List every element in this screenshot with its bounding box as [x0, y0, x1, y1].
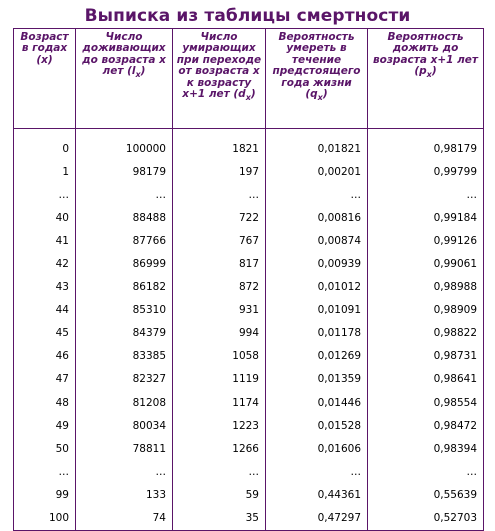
cell-deaths: 872 — [173, 276, 266, 299]
cell-survivors: 80034 — [76, 414, 173, 437]
cell-survival-probability: 0,98472 — [368, 414, 484, 437]
cell-age: 45 — [14, 322, 76, 345]
table-row — [14, 299, 484, 322]
cell-survival-probability: 0,98731 — [368, 345, 484, 368]
cell-death-probability: 0,01606 — [266, 437, 368, 460]
cell-deaths: 1119 — [173, 368, 266, 391]
cell-survivors: … — [76, 460, 173, 483]
cell-survivors: 100000 — [76, 137, 173, 160]
cell-age: 49 — [14, 414, 76, 437]
cell-death-probability: 0,00201 — [266, 160, 368, 183]
cell-survivors: 87766 — [76, 229, 173, 252]
table-row — [14, 206, 484, 229]
cell-survival-probability: 0,98988 — [368, 276, 484, 299]
cell-survivors: 86182 — [76, 276, 173, 299]
cell-survivors: 86999 — [76, 252, 173, 275]
cell-age: 41 — [14, 229, 76, 252]
cell-survival-probability: 0,99799 — [368, 160, 484, 183]
cell-age: 99 — [14, 483, 76, 506]
cell-survivors: 82327 — [76, 368, 173, 391]
header-age: Возраст в годах (x) — [14, 29, 76, 129]
cell-deaths: 722 — [173, 206, 266, 229]
cell-death-probability: 0,00874 — [266, 229, 368, 252]
cell-survival-probability: 0,99061 — [368, 252, 484, 275]
cell-death-probability: 0,01269 — [266, 345, 368, 368]
cell-death-probability: 0,01528 — [266, 414, 368, 437]
cell-age: 43 — [14, 276, 76, 299]
header-survival-probability: Вероятность дожить до возраста x+1 лет $(p_x)$ — [368, 29, 484, 129]
table-body — [14, 129, 484, 531]
table-row — [14, 391, 484, 414]
cell-survival-probability: 0,98554 — [368, 391, 484, 414]
cell-deaths: 35 — [173, 507, 266, 531]
table-row — [14, 345, 484, 368]
cell-survival-probability: 0,52703 — [368, 507, 484, 531]
cell-death-probability: … — [266, 183, 368, 206]
table-row — [14, 252, 484, 275]
cell-survival-probability: 0,98641 — [368, 368, 484, 391]
cell-age: 50 — [14, 437, 76, 460]
header-death-probability: Вероятность умереть в течение предстоящего года жизни $(q_x)$ — [266, 29, 368, 129]
table-row — [14, 368, 484, 391]
cell-survival-probability: 0,98394 — [368, 437, 484, 460]
cell-deaths: 1058 — [173, 345, 266, 368]
cell-survival-probability: … — [368, 460, 484, 483]
cell-death-probability: 0,01178 — [266, 322, 368, 345]
cell-death-probability: 0,47297 — [266, 507, 368, 531]
table-row — [14, 322, 484, 345]
table-row — [14, 483, 484, 506]
cell-survival-probability: 0,98179 — [368, 137, 484, 160]
cell-deaths: 1174 — [173, 391, 266, 414]
cell-age: 0 — [14, 137, 76, 160]
cell-survival-probability: 0,55639 — [368, 483, 484, 506]
cell-survival-probability: 0,98822 — [368, 322, 484, 345]
cell-deaths: 59 — [173, 483, 266, 506]
header-deaths: Число умирающих при переходе от возраста x к возрасту x+1 лет $(d_x)$ — [173, 29, 266, 129]
cell-survival-probability: 0,98909 — [368, 299, 484, 322]
cell-deaths: 817 — [173, 252, 266, 275]
cell-survivors: 83385 — [76, 345, 173, 368]
header-survivors: Число доживающих до возраста x лет $(l_x)$ — [76, 29, 173, 129]
table-row — [14, 507, 484, 531]
cell-age: … — [14, 183, 76, 206]
cell-deaths: 1266 — [173, 437, 266, 460]
cell-death-probability: 0,01821 — [266, 137, 368, 160]
cell-death-probability: 0,44361 — [266, 483, 368, 506]
cell-survivors: 88488 — [76, 206, 173, 229]
table-row — [14, 276, 484, 299]
cell-survivors: 85310 — [76, 299, 173, 322]
cell-survivors: … — [76, 183, 173, 206]
cell-survivors: 74 — [76, 507, 173, 531]
cell-deaths: 1223 — [173, 414, 266, 437]
cell-death-probability: 0,00939 — [266, 252, 368, 275]
page-title: Выписка из таблицы смертности — [84, 6, 411, 26]
table-row — [14, 437, 484, 460]
cell-survivors: 98179 — [76, 160, 173, 183]
cell-survivors: 81208 — [76, 391, 173, 414]
table-row — [14, 414, 484, 437]
cell-survival-probability: 0,99126 — [368, 229, 484, 252]
cell-survival-probability: … — [368, 183, 484, 206]
cell-death-probability: 0,01446 — [266, 391, 368, 414]
cell-age: 42 — [14, 252, 76, 275]
cell-age: 46 — [14, 345, 76, 368]
table-row — [14, 183, 484, 206]
table-row — [14, 160, 484, 183]
cell-deaths: 994 — [173, 322, 266, 345]
cell-age: 100 — [14, 507, 76, 531]
cell-age: 47 — [14, 368, 76, 391]
cell-death-probability: 0,01359 — [266, 368, 368, 391]
cell-death-probability: 0,01091 — [266, 299, 368, 322]
cell-survivors: 84379 — [76, 322, 173, 345]
cell-survivors: 133 — [76, 483, 173, 506]
table-row — [14, 229, 484, 252]
cell-survival-probability: 0,99184 — [368, 206, 484, 229]
cell-deaths: … — [173, 460, 266, 483]
table-header-row — [14, 29, 484, 129]
cell-deaths: 1821 — [173, 137, 266, 160]
cell-death-probability: … — [266, 460, 368, 483]
cell-age: 40 — [14, 206, 76, 229]
cell-survivors: 78811 — [76, 437, 173, 460]
cell-age: … — [14, 460, 76, 483]
cell-deaths: 931 — [173, 299, 266, 322]
cell-death-probability: 0,01012 — [266, 276, 368, 299]
cell-deaths: 197 — [173, 160, 266, 183]
cell-deaths: 767 — [173, 229, 266, 252]
cell-age: 48 — [14, 391, 76, 414]
table-row — [14, 137, 484, 160]
mortality-table — [13, 28, 484, 531]
cell-age: 1 — [14, 160, 76, 183]
cell-age: 44 — [14, 299, 76, 322]
cell-death-probability: 0,00816 — [266, 206, 368, 229]
cell-deaths: … — [173, 183, 266, 206]
table-row — [14, 460, 484, 483]
